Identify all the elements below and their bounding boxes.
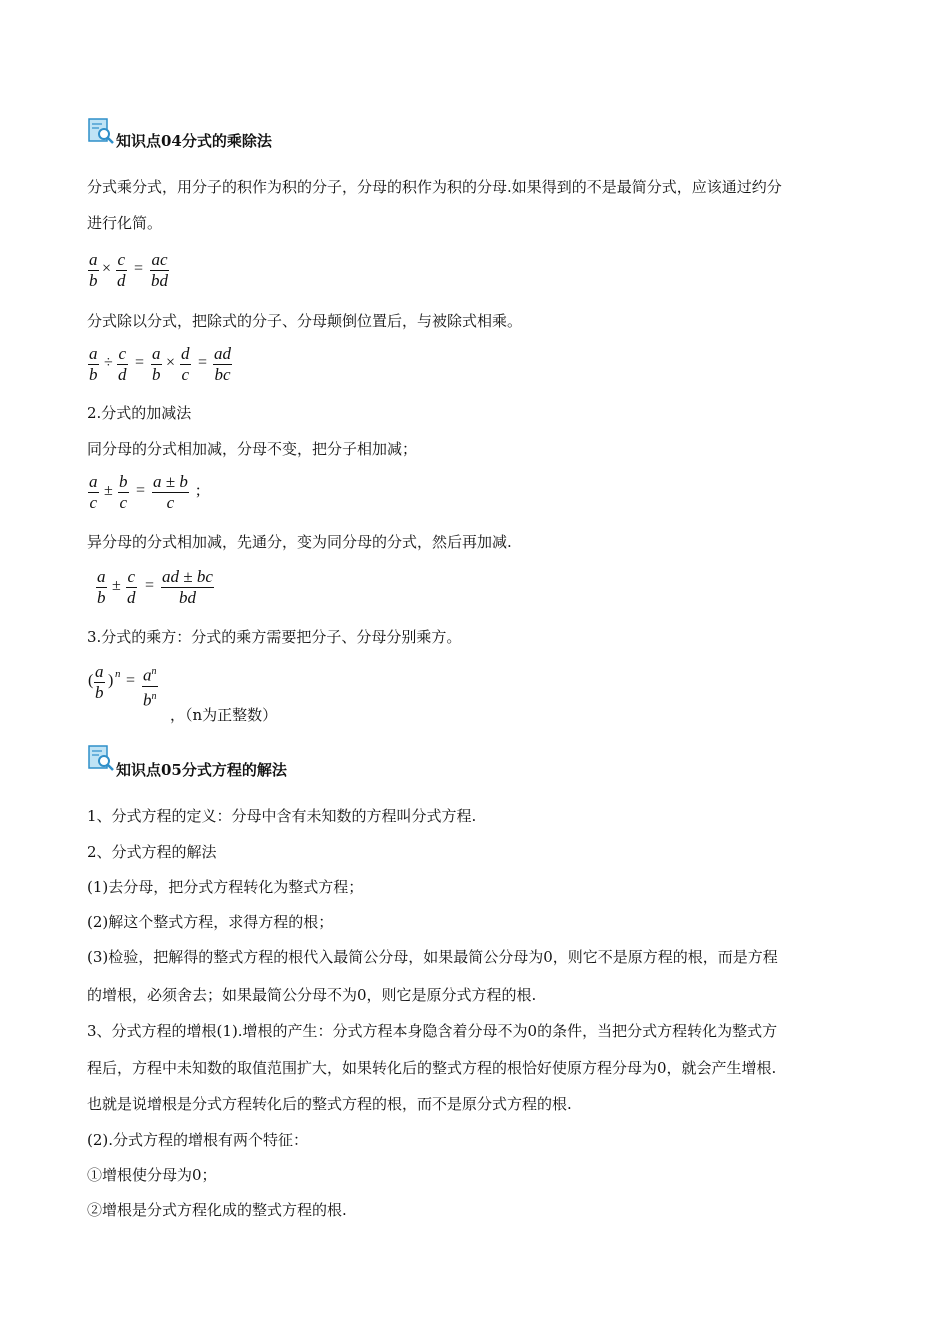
numerator: c <box>127 567 136 586</box>
denominator: bd <box>151 271 168 290</box>
denominator <box>142 687 158 711</box>
denominator-base: b <box>143 690 152 710</box>
numerator: a <box>89 250 98 269</box>
plus-minus-sign: ± <box>112 577 121 594</box>
section-heading: 知识点04分式的乘除法 <box>116 132 272 150</box>
paragraph: 同分母的分式相加减，分母不变，把分子相加减； <box>87 440 418 458</box>
denominator: b <box>95 683 104 702</box>
denominator: d <box>117 271 126 290</box>
paragraph: 分式乘分式，用分子的积作为积的分子，分母的积作为积的分母.如果得到的不是最简分式，应该通过约分 <box>87 178 782 196</box>
numerator: a <box>95 662 104 681</box>
denominator: d <box>118 365 127 384</box>
paragraph: (1)去分母，把分式方程转化为整式方程； <box>87 878 364 896</box>
paragraph: 1、分式方程的定义：分母中含有未知数的方程叫分式方程. <box>87 807 477 825</box>
paragraph: 3、分式方程的增根(1).增根的产生：分式方程本身隐含着分母不为0的条件，当把分式方程转化为整式方 <box>87 1022 778 1040</box>
times-sign: × <box>166 354 176 371</box>
numerator: a <box>89 472 98 491</box>
numerator: d <box>181 344 190 363</box>
equals-sign: = <box>126 672 136 689</box>
paragraph: 也就是说增根是分式方程转化后的整式方程的根，而不是原分式方程的根. <box>87 1095 572 1113</box>
paragraph: ②增根是分式方程化成的整式方程的根. <box>87 1201 347 1219</box>
numerator: a <box>152 344 161 363</box>
times-sign: × <box>102 260 112 277</box>
denominator: b <box>89 365 98 384</box>
numerator: ad <box>214 344 231 363</box>
numerator: a <box>97 567 106 586</box>
paragraph: (2).分式方程的增根有两个特征： <box>87 1131 309 1149</box>
magnifier-document-icon <box>87 744 115 772</box>
numerator: ad ± bc <box>162 567 213 586</box>
numerator: a <box>89 344 98 363</box>
equals-sign: = <box>145 577 155 594</box>
paragraph: 2.分式的加减法 <box>87 404 192 422</box>
paragraph: 异分母的分式相加减，先通分，变为同分母的分式，然后再加减. <box>87 533 512 551</box>
paragraph: 程后，方程中未知数的取值范围扩大，如果转化后的整式方程的根恰好使原方程分母为0，就会产生增根. <box>87 1059 777 1077</box>
paragraph: 的增根，必须舍去；如果最简公分母不为0，则它是原分式方程的根. <box>87 986 537 1004</box>
paragraph: ①增根使分母为0； <box>87 1166 217 1184</box>
denominator: b <box>89 271 98 290</box>
paragraph: 进行化简。 <box>87 214 163 232</box>
numerator: a ± b <box>153 472 188 491</box>
denominator: bd <box>178 588 196 607</box>
equals-sign: = <box>136 482 146 499</box>
numerator <box>142 662 158 686</box>
plus-minus-sign: ± <box>104 482 113 499</box>
equals-sign: = <box>134 260 144 277</box>
numerator: c <box>118 344 127 363</box>
denominator: d <box>127 588 136 607</box>
paragraph: 3.分式的乘方：分式的乘方需要把分子、分母分别乘方。 <box>87 628 462 646</box>
numerator: c <box>117 250 126 269</box>
equals-sign: = <box>135 354 145 371</box>
paragraph: (3)检验，把解得的整式方程的根代入最简公分母，如果最简公分母为0，则它不是原方程的根，而是方程 <box>87 948 778 966</box>
divide-sign: ÷ <box>104 354 113 371</box>
semicolon: ; <box>196 482 201 499</box>
denominator: c <box>181 365 190 384</box>
denominator: b <box>97 588 106 607</box>
numerator: b <box>119 472 128 491</box>
denominator-exponent: n <box>151 690 157 702</box>
denominator: c <box>166 493 175 512</box>
exponent: n <box>115 668 121 680</box>
paragraph: (2)解这个整式方程，求得方程的根； <box>87 913 334 931</box>
magnifier-document-icon <box>87 117 115 145</box>
paragraph: 分式除以分式，把除式的分子、分母颠倒位置后，与被除式相乘。 <box>87 312 523 330</box>
denominator: b <box>152 365 161 384</box>
right-paren: ) <box>108 672 114 689</box>
equals-sign: = <box>198 354 208 371</box>
numerator-exponent: n <box>151 666 157 677</box>
numerator-base: a <box>143 665 152 685</box>
paragraph: ，（n为正整数） <box>170 706 278 724</box>
left-paren: ( <box>88 672 94 689</box>
numerator: ac <box>151 250 168 269</box>
denominator: bc <box>214 365 231 384</box>
denominator: c <box>119 493 128 512</box>
section-heading: 知识点05分式方程的解法 <box>116 761 287 779</box>
paragraph: 2、分式方程的解法 <box>87 843 217 861</box>
denominator: c <box>89 493 98 512</box>
